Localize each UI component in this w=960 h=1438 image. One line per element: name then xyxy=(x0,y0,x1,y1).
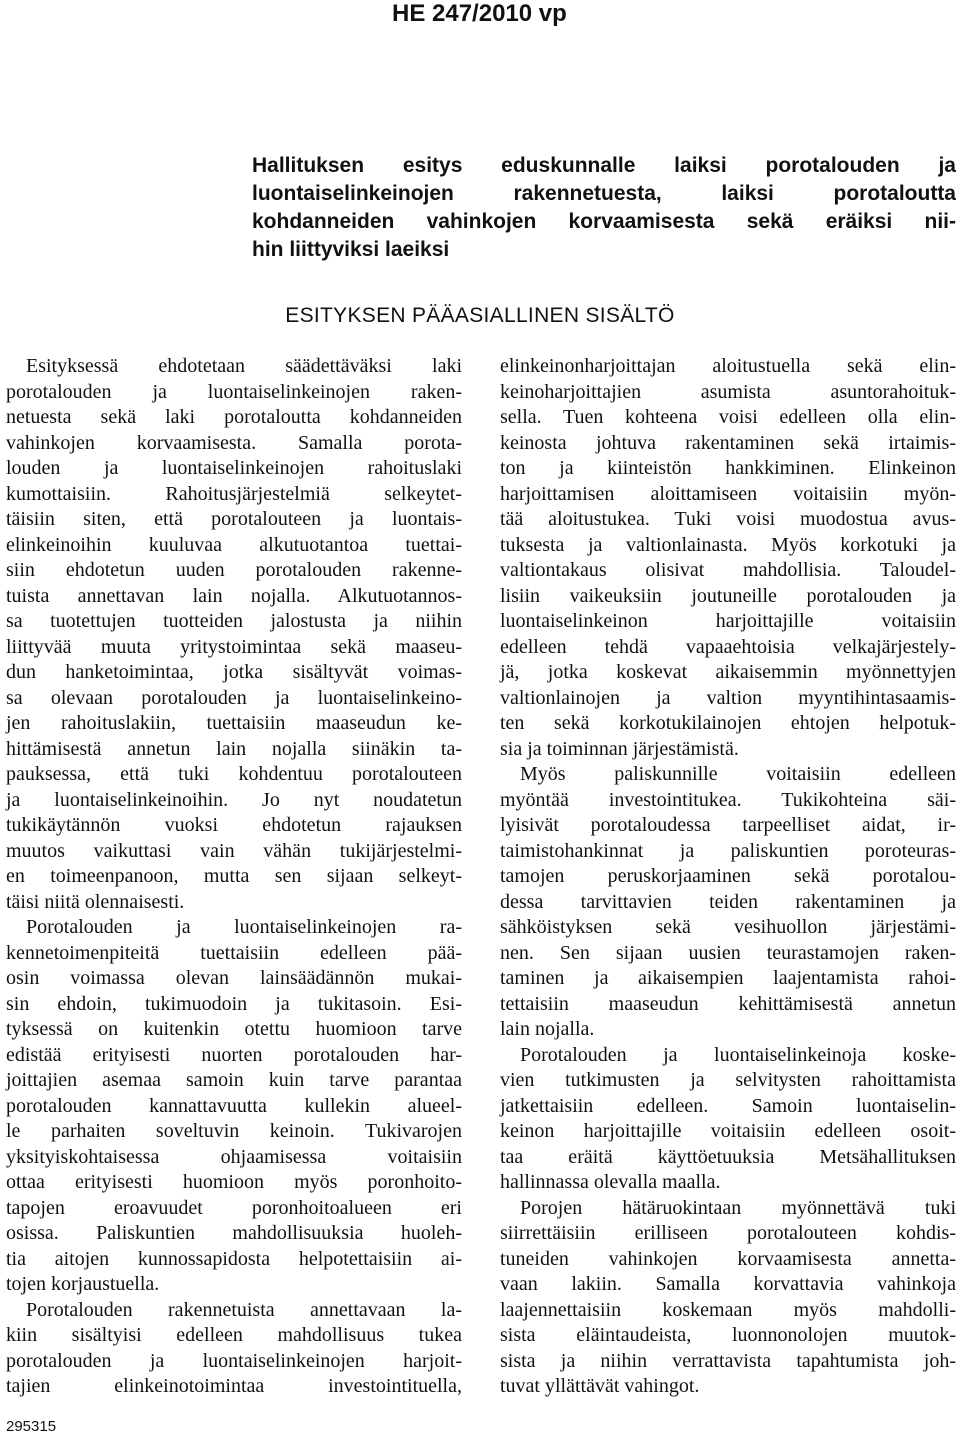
text-line: muutos vaikuttasi vain vähän tukijärjestelmi- xyxy=(6,839,462,862)
title-line: luontaiselinkeinojen rakennetuesta, laiksi porotaloutta xyxy=(252,182,956,205)
text-line: sin ehdoin, tukimuodoin ja tukitasoin. Esi- xyxy=(6,992,462,1015)
text-line: keinon harjoittajille voitaisiin edelleen osoit- xyxy=(500,1120,956,1142)
text-line: kumottaisiin. Rahoitusjärjestelmiä selkeytet- xyxy=(6,482,462,505)
page-number: 295315 xyxy=(6,1418,57,1435)
text-line: lain nojalla. xyxy=(500,1018,595,1040)
text-line: sa olevaan porotalouden ja luontaiselinkeino- xyxy=(6,686,462,709)
text-line: Porotalouden rakennetuista annettavaan la- xyxy=(26,1298,462,1321)
text-line: jen rahoituslakiin, tuettaisiin maaseudun ke- xyxy=(6,712,462,734)
title-line: hin liittyviksi laeiksi xyxy=(252,238,450,261)
text-line: pauksessa, että tuki kohdentuu porotalouteen xyxy=(6,763,462,785)
text-line: liittyvää muuta yritystoimintaa sekä maaseu- xyxy=(6,635,462,658)
text-line: ton ja kiinteistön hankkiminen. Elinkeinon xyxy=(500,457,956,479)
title-line: kohdanneiden vahinkojen korvaamisesta sekä eräiksi nii- xyxy=(252,210,956,233)
text-line: en toimeenpanoon, mutta sen sijaan selkeyt- xyxy=(6,865,462,887)
right-column xyxy=(500,354,956,1400)
text-line: porotalouden ja luontaiselinkeinojen raken- xyxy=(6,380,462,403)
text-line: jatkettaisiin edelleen. Samoin luontaiselin- xyxy=(500,1094,956,1117)
paragraph xyxy=(500,1196,956,1400)
text-line: hallinnassa olevalla maalla. xyxy=(500,1171,721,1193)
text-line: hittämisestä annetun lain nojalla siinäkin ta- xyxy=(6,737,462,760)
text-line: Porotalouden ja luontaiselinkeinojen ra- xyxy=(26,916,462,938)
text-line: taa eräitä käyttöetuuksia Metsähallituksen xyxy=(500,1145,956,1168)
document-id: HE 247/2010 vp xyxy=(392,0,567,27)
text-line: keinoharjoittajien asumista asuntorahoituk- xyxy=(500,380,956,403)
text-line: porotalouden ja luontaiselinkeinojen harjoit- xyxy=(6,1349,462,1372)
text-line: lisiin vaikeuksiin joutuneille porotalouden ja xyxy=(500,584,956,607)
text-line: taminen ja aikaisempien laajentamista rahoi- xyxy=(500,967,956,989)
text-line: elinkeinoihin kuuluvaa alkutuotantoa tuettai- xyxy=(6,533,462,556)
text-line: porotalouden kannattavuutta kullekin alueel- xyxy=(6,1094,462,1117)
text-line: tuneiden vahinkojen korvaamisesta annetta- xyxy=(500,1247,956,1270)
text-line: dun hanketoimintaa, jotka sisältyvät voimas- xyxy=(6,661,462,683)
text-line: tyksessä on kuitenkin otettu huomioon tarve xyxy=(6,1018,462,1040)
title-line: Hallituksen esitys eduskunnalle laiksi porotalouden ja xyxy=(252,154,956,177)
document-title xyxy=(252,152,956,264)
text-line: siirrettäisiin erilliseen porotalouteen kohdis- xyxy=(500,1222,956,1244)
text-line: harjoittamisen aloittamiseen voitaisiin myön- xyxy=(500,482,956,505)
text-line: elinkeinonharjoittajan aloitustuella sekä elin- xyxy=(500,355,956,377)
paragraph xyxy=(6,354,462,915)
text-line: sista ja niihin verrattavista tapahtumista joh- xyxy=(500,1349,956,1372)
text-line: tuvat yllättävät vahingot. xyxy=(500,1375,700,1397)
text-line: ja luontaiselinkeinoihin. Jo nyt noudatetun xyxy=(6,788,462,811)
text-line: laajennettaisiin koskemaan myös mahdolli- xyxy=(500,1298,956,1321)
text-line: lyisivät porotaloudessa tarpeelliset aidat, ir- xyxy=(500,814,956,836)
text-line: osissa. Paliskuntien mahdollisuuksia huoleh- xyxy=(6,1222,462,1244)
text-line: Myös paliskunnille voitaisiin edelleen xyxy=(520,763,956,785)
text-line: ottaa erityisesti huomioon myös poronhoito- xyxy=(6,1171,462,1193)
text-line: täisi niitä olennaisesti. xyxy=(6,890,185,913)
paragraph xyxy=(500,762,956,1043)
summary-heading: ESITYKSEN PÄÄASIALLINEN SISÄLTÖ xyxy=(285,304,675,327)
text-line: taimistohankinnat ja paliskuntien poroteuras- xyxy=(500,839,956,862)
text-line: sa tuotettujen tuotteiden jalostusta ja niihin xyxy=(6,610,462,632)
text-line: tettaisiin maaseudun kehittämisestä annetun xyxy=(500,992,956,1015)
text-line: netuesta sekä laki porotaloutta kohdanneiden xyxy=(6,406,462,428)
text-line: täisiin siten, että porotalouteen ja luontais- xyxy=(6,508,462,530)
text-line: Porotalouden ja luontaiselinkeinoja koske- xyxy=(520,1043,956,1066)
text-line: tapojen eroavuudet poronhoitoalueen eri xyxy=(6,1196,462,1219)
text-line: vaan lakiin. Samalla korvattavia vahinkoja xyxy=(500,1273,956,1295)
text-line: sista eläintaudeista, luonnonolojen muutok- xyxy=(500,1324,956,1346)
text-line: osin voimassa olevan lainsäädännön mukai- xyxy=(6,967,462,989)
paragraph xyxy=(6,1298,462,1400)
text-line: tuista annettavan lain nojalla. Alkutuotannos- xyxy=(6,584,462,607)
text-line: nen. Sen sijaan uusien teurastamojen raken- xyxy=(500,941,956,964)
left-column xyxy=(6,354,462,1400)
text-line: tajien elinkeinotoimintaa investointituella, xyxy=(6,1375,462,1397)
text-line: Porojen hätäruokintaan myönnettävä tuki xyxy=(520,1196,956,1219)
text-line: vien tutkimusten ja selvitysten rahoittamista xyxy=(500,1069,956,1091)
text-line: kennetoimenpiteitä tuettaisiin edelleen pää- xyxy=(6,941,462,964)
text-line: valtiontakaus olisivat mahdollisia. Taloudel- xyxy=(500,559,956,581)
text-line: tamojen peruskorjaaminen sekä porotalou- xyxy=(500,865,956,887)
paragraph xyxy=(6,915,462,1298)
text-line: valtionlainojen ja valtion myyntihintasaamis- xyxy=(500,686,956,709)
text-line: sähköistyksen sekä vesihuollon järjestämi- xyxy=(500,916,956,938)
text-line: tia aitojen kunnossapidosta helpotettaisiin ai- xyxy=(6,1247,462,1270)
text-line: edistää erityisesti nuorten porotalouden har- xyxy=(6,1043,462,1066)
text-line: Esityksessä ehdotetaan säädettäväksi laki xyxy=(26,355,462,377)
text-line: tää aloitustukea. Tuki voisi muodostua avus- xyxy=(500,508,956,530)
text-line: sella. Tuen kohteena voisi edelleen olla elin- xyxy=(500,406,956,428)
text-line: myöntää investointitukea. Tukikohteina säi- xyxy=(500,788,956,811)
paragraph xyxy=(500,1043,956,1196)
text-line: le parhaiten soveltuvin keinoin. Tukivarojen xyxy=(6,1120,462,1142)
text-line: keinosta johtuva rakentaminen sekä irtaimis- xyxy=(500,431,956,454)
text-line: tuksesta ja valtionlainasta. Myös korkotuki ja xyxy=(500,533,956,556)
text-line: siin ehdotetun uuden porotalouden rakenne- xyxy=(6,559,462,581)
text-line: kiin sisältyisi edelleen mahdollisuus tukea xyxy=(6,1324,462,1346)
text-line: edelleen tehdä vapaaehtoisia velkajärjestely- xyxy=(500,635,956,658)
text-line: sia ja toiminnan järjestämistä. xyxy=(500,737,739,760)
paragraph xyxy=(500,354,956,762)
text-line: tukikäytännön vuoksi ehdotetun rajauksen xyxy=(6,814,462,836)
text-line: luontaiselinkeinon harjoittajille voitaisiin xyxy=(500,610,956,632)
text-line: tojen korjaustuella. xyxy=(6,1273,160,1295)
text-line: dessa tarvittavien teiden rakentaminen ja xyxy=(500,890,956,913)
text-line: louden ja luontaiselinkeinojen rahoituslaki xyxy=(6,457,462,479)
text-line: vahinkojen korvaamisesta. Samalla porota- xyxy=(6,431,462,454)
text-line: yksityiskohtaisessa ohjaamisessa voitaisiin xyxy=(6,1145,462,1168)
text-line: joittajien asemaa samoin kuin tarve parantaa xyxy=(6,1069,462,1091)
text-line: ten sekä korkotukilainojen ehtojen helpotuk- xyxy=(500,712,956,734)
text-line: jä, jotka koskevat aikaisemmin myönnettyjen xyxy=(500,661,956,683)
